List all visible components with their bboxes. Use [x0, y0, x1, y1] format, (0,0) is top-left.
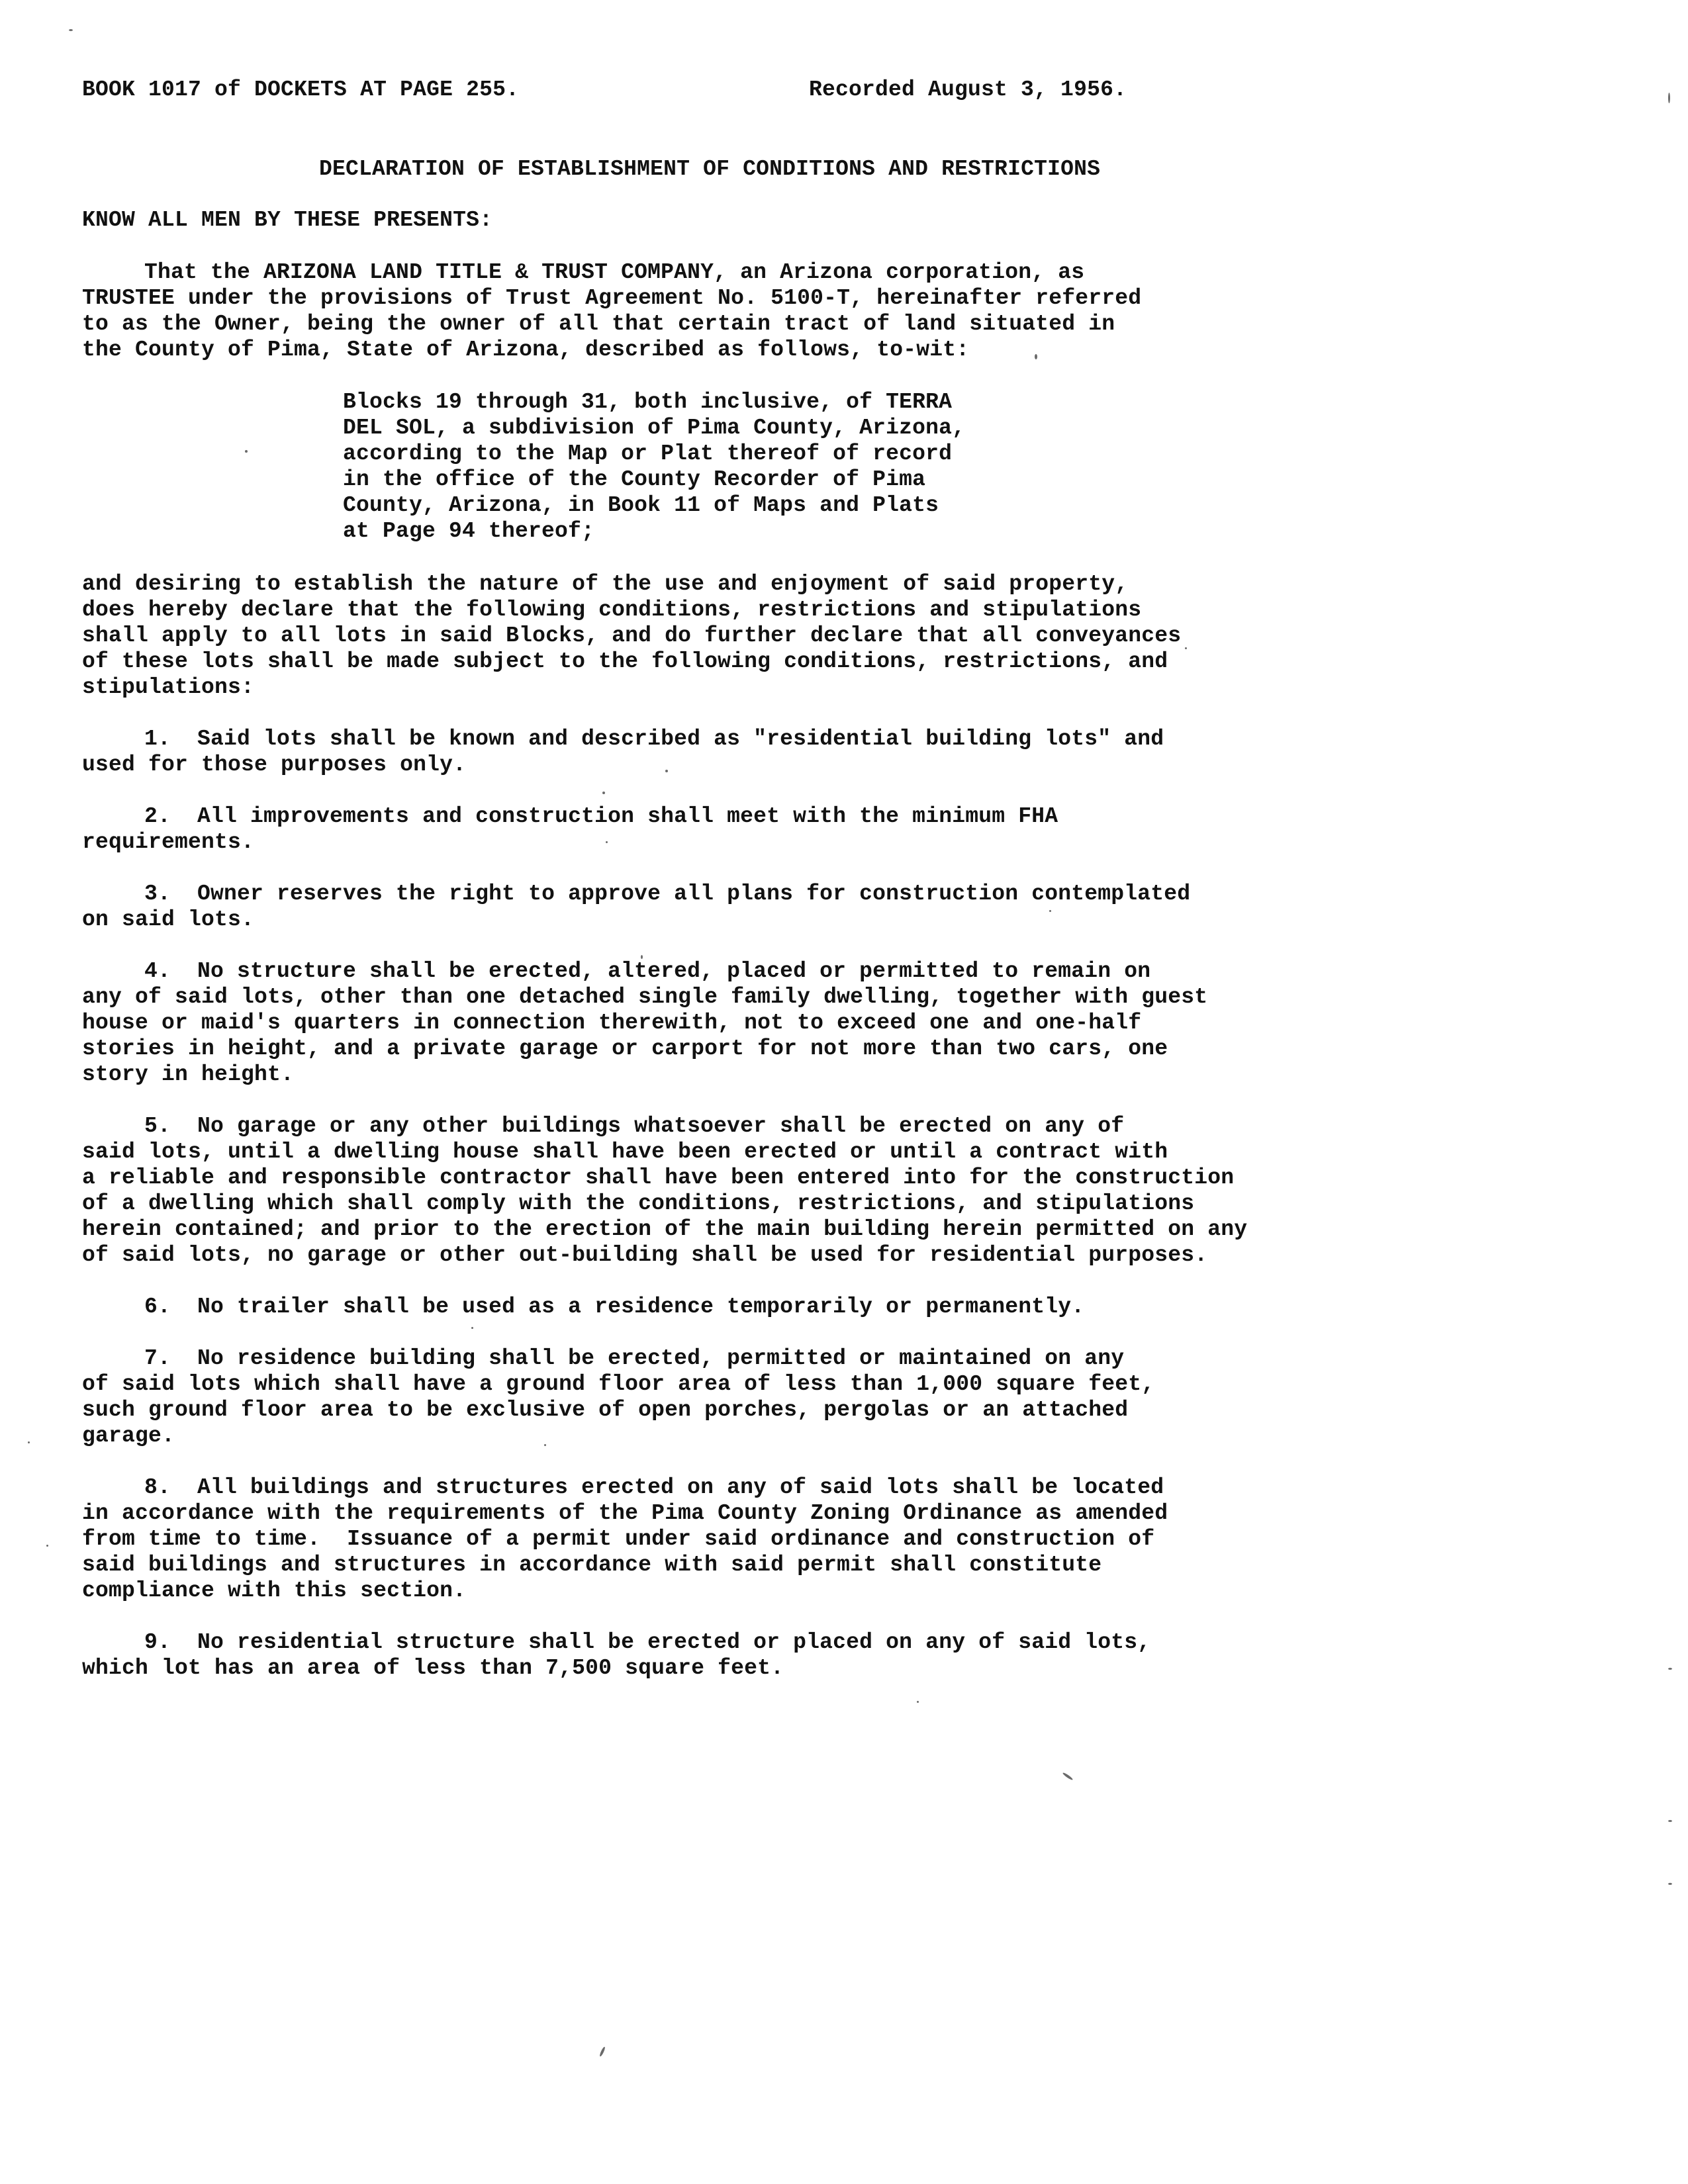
scan-speck	[917, 1701, 919, 1703]
scan-speck	[606, 841, 608, 843]
legal-line: according to the Map or Plat thereof of record	[343, 441, 953, 466]
item-line: compliance with this section.	[82, 1578, 467, 1603]
item-line: 8. All buildings and structures erected on any of said lots shall be located	[144, 1475, 1164, 1500]
intro-line: That the ARIZONA LAND TITLE & TRUST COMPANY, an Arizona corporation, as	[144, 260, 1085, 285]
item-line: of said lots which shall have a ground floor area of less than 1,000 square feet,	[82, 1372, 1155, 1396]
item-line: house or maid's quarters in connection therewith, not to exceed one and one-half	[82, 1011, 1142, 1035]
item-line: such ground floor area to be exclusive of open porches, pergolas or an attached	[82, 1398, 1129, 1422]
item-line: 3. Owner reserves the right to approve all plans for construction contemplated	[144, 882, 1191, 906]
item-line: used for those purposes only.	[82, 752, 467, 777]
intro-line: the County of Pima, State of Arizona, described as follows, to-wit:	[82, 338, 970, 362]
item-line: of a dwelling which shall comply with the conditions, restrictions, and stipulations	[82, 1191, 1195, 1216]
salutation: KNOW ALL MEN BY THESE PRESENTS:	[82, 208, 493, 232]
item-line: 5. No garage or any other buildings whatsoever shall be erected on any of	[144, 1114, 1125, 1138]
scan-speck	[46, 1545, 48, 1547]
item-line: which lot has an area of less than 7,500 square feet.	[82, 1656, 784, 1680]
declaration-line: and desiring to establish the nature of the use and enjoyment of said property,	[82, 572, 1129, 596]
item-line: 4. No structure shall be erected, altered, placed or permitted to remain on	[144, 959, 1151, 983]
legal-line: in the office of the County Recorder of Pima	[343, 467, 926, 492]
item-line: story in height.	[82, 1062, 295, 1087]
item-line: 6. No trailer shall be used as a residence temporarily or permanently.	[144, 1295, 1085, 1319]
scan-speck	[641, 955, 643, 959]
scan-speck	[1668, 1883, 1672, 1885]
item-line: stories in height, and a private garage or carport for not more than two cars, one	[82, 1036, 1168, 1061]
item-line: 2. All improvements and construction shall meet with the minimum FHA	[144, 804, 1058, 829]
scan-speck	[1185, 647, 1187, 649]
scan-speck	[602, 792, 605, 794]
legal-line: County, Arizona, in Book 11 of Maps and Plats	[343, 493, 939, 518]
item-line: any of said lots, other than one detached single family dwelling, together with guest	[82, 985, 1208, 1009]
item-line: 9. No residential structure shall be erected or placed on any of said lots,	[144, 1630, 1151, 1655]
scan-speck	[544, 1444, 546, 1446]
item-line: a reliable and responsible contractor shall have been entered into for the construction	[82, 1165, 1235, 1190]
item-line: of said lots, no garage or other out-building shall be used for residential purposes.	[82, 1243, 1208, 1267]
item-line: on said lots.	[82, 907, 255, 932]
document-title: DECLARATION OF ESTABLISHMENT OF CONDITIONS AND RESTRICTIONS	[319, 157, 1101, 181]
scan-speck	[665, 770, 668, 772]
item-line: from time to time. Issuance of a permit under said ordinance and construction of	[82, 1527, 1155, 1551]
intro-line: TRUSTEE under the provisions of Trust Agreement No. 5100-T, hereinafter referred	[82, 286, 1142, 310]
scan-speck	[1668, 93, 1670, 103]
book-reference: BOOK 1017 of DOCKETS AT PAGE 255.	[82, 77, 520, 102]
recorded-date: Recorded August 3, 1956.	[809, 77, 1127, 102]
scan-speck	[471, 1327, 473, 1329]
scan-speck	[69, 29, 73, 31]
scan-speck	[1049, 910, 1051, 912]
legal-line: at Page 94 thereof;	[343, 519, 595, 543]
item-line: herein contained; and prior to the erection of the main building herein permitted on any	[82, 1217, 1248, 1242]
scan-speck	[245, 450, 248, 453]
scan-speck	[599, 2046, 606, 2057]
item-line: 1. Said lots shall be known and described as "residential building lots" and	[144, 727, 1164, 751]
scan-speck	[1062, 1772, 1073, 1781]
legal-line: Blocks 19 through 31, both inclusive, of TERRA	[343, 390, 953, 414]
declaration-line: does hereby declare that the following conditions, restrictions and stipulations	[82, 598, 1142, 622]
legal-line: DEL SOL, a subdivision of Pima County, Arizona,	[343, 416, 966, 440]
declaration-line: shall apply to all lots in said Blocks, and do further declare that all conveyances	[82, 623, 1182, 648]
item-line: said buildings and structures in accordance with said permit shall constitute	[82, 1553, 1102, 1577]
intro-line: to as the Owner, being the owner of all that certain tract of land situated in	[82, 312, 1115, 336]
item-line: said lots, until a dwelling house shall have been erected or until a contract with	[82, 1140, 1168, 1164]
scan-speck	[1668, 1820, 1672, 1822]
item-line: requirements.	[82, 830, 255, 854]
scan-speck	[1035, 354, 1037, 359]
declaration-line: stipulations:	[82, 675, 255, 700]
item-line: in accordance with the requirements of the Pima County Zoning Ordinance as amended	[82, 1501, 1168, 1525]
scan-speck	[28, 1441, 30, 1443]
item-line: 7. No residence building shall be erected, permitted or maintained on any	[144, 1346, 1125, 1371]
scan-speck	[1668, 1668, 1672, 1670]
declaration-line: of these lots shall be made subject to the following conditions, restrictions, and	[82, 649, 1168, 674]
item-line: garage.	[82, 1424, 175, 1448]
